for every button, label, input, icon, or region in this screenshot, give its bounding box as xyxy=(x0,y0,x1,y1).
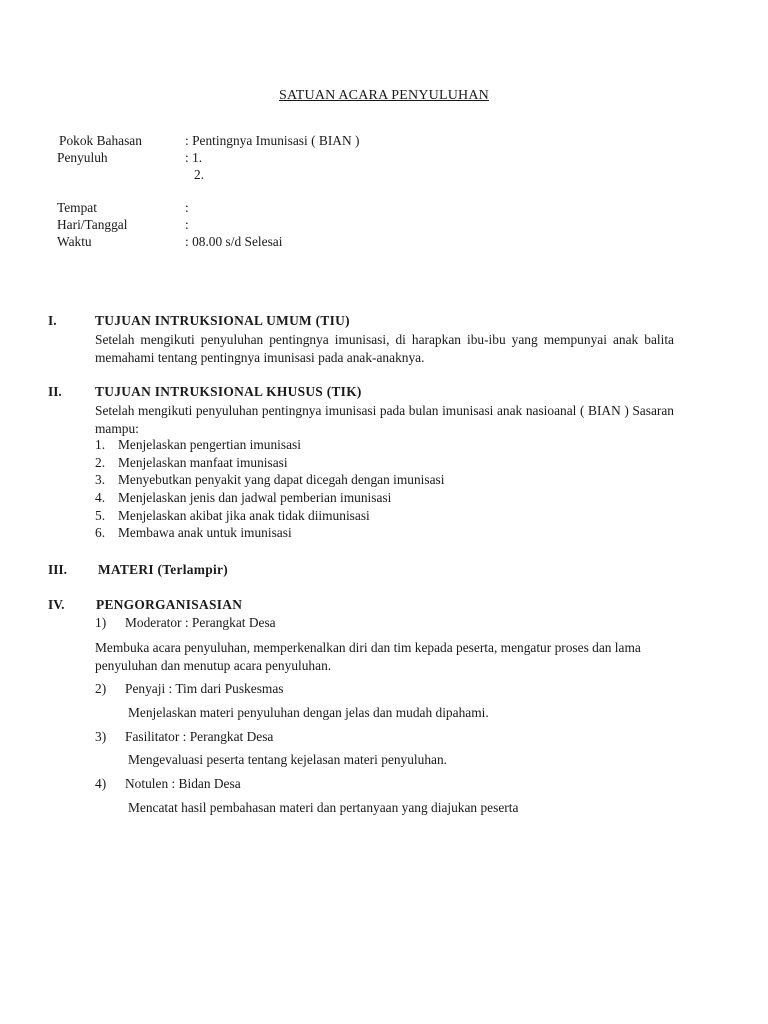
section-number: IV. xyxy=(48,597,65,612)
role-number: 1) xyxy=(95,615,107,630)
section-title: MATERI (Terlampir) xyxy=(98,562,228,577)
section-title: TUJUAN INTRUKSIONAL KHUSUS (TIK) xyxy=(95,384,362,399)
list-item: Menjelaskan pengertian imunisasi xyxy=(118,437,301,452)
section-paragraph: Setelah mengikuti penyuluhan pentingnya imunisasi, di harapkan ibu-ibu yang mempunyai anak balita memahami tentang pentingnya imunisasi pada anak-anaknya. xyxy=(95,332,674,365)
list-item-number: 6. xyxy=(95,525,106,540)
waktu-label: Waktu xyxy=(57,234,92,249)
list-item: Membawa anak untuk imunisasi xyxy=(118,525,292,540)
section-paragraph: Setelah mengikuti penyuluhan pentingnya imunisasi pada bulan imunisasi anak nasioanal ( BIAN ) Sasaran mampu: xyxy=(95,403,674,436)
role-fasilitator: Fasilitator : Perangkat Desa xyxy=(125,729,274,744)
pokok-bahasan-label: Pokok Bahasan xyxy=(59,133,142,148)
list-item-number: 3. xyxy=(95,472,106,487)
role-number: 4) xyxy=(95,776,107,791)
list-item-number: 2. xyxy=(95,455,106,470)
penyuluh-label: Penyuluh xyxy=(57,150,108,165)
waktu-value: : 08.00 s/d Selesai xyxy=(185,234,283,249)
pokok-bahasan-value: : Pentingnya Imunisasi ( BIAN ) xyxy=(185,133,360,148)
list-item-number: 5. xyxy=(95,508,106,523)
tempat-label: Tempat xyxy=(57,200,97,215)
list-item: Menjelaskan manfaat imunisasi xyxy=(118,455,288,470)
role-description: Mengevaluasi peserta tentang kejelasan materi penyuluhan. xyxy=(128,752,448,767)
list-item-number: 1. xyxy=(95,437,106,452)
tempat-value: : xyxy=(185,200,189,215)
role-notulen: Notulen : Bidan Desa xyxy=(125,776,241,791)
role-description: Mencatat hasil pembahasan materi dan pertanyaan yang diajukan peserta xyxy=(128,800,519,815)
penyuluh-value-1: : 1. xyxy=(185,150,203,165)
list-item: Menyebutkan penyakit yang dapat dicegah dengan imunisasi xyxy=(118,472,445,487)
list-item: Menjelaskan akibat jika anak tidak diimunisasi xyxy=(118,508,370,523)
role-moderator: Moderator : Perangkat Desa xyxy=(125,615,276,630)
hari-tanggal-value: : xyxy=(185,217,189,232)
role-penyaji: Penyaji : Tim dari Puskesmas xyxy=(125,681,284,696)
role-description: Menjelaskan materi penyuluhan dengan jelas dan mudah dipahami. xyxy=(128,705,489,720)
role-description: Membuka acara penyuluhan, memperkenalkan diri dan tim kepada peserta, mengatur proses dan lama penyuluhan dan menutup acara penyuluhan. xyxy=(95,640,641,673)
penyuluh-value-2: 2. xyxy=(194,167,205,182)
hari-tanggal-label: Hari/Tanggal xyxy=(57,217,128,232)
document-title: SATUAN ACARA PENYULUHAN xyxy=(279,88,489,103)
list-item-number: 4. xyxy=(95,490,106,505)
role-number: 3) xyxy=(95,729,107,744)
section-title: TUJUAN INTRUKSIONAL UMUM (TIU) xyxy=(95,313,350,328)
role-number: 2) xyxy=(95,681,107,696)
list-item: Menjelaskan jenis dan jadwal pemberian imunisasi xyxy=(118,490,392,505)
section-number: I. xyxy=(48,313,57,328)
section-number: III. xyxy=(48,562,67,577)
section-title: PENGORGANISASIAN xyxy=(96,597,243,612)
section-number: II. xyxy=(48,384,62,399)
